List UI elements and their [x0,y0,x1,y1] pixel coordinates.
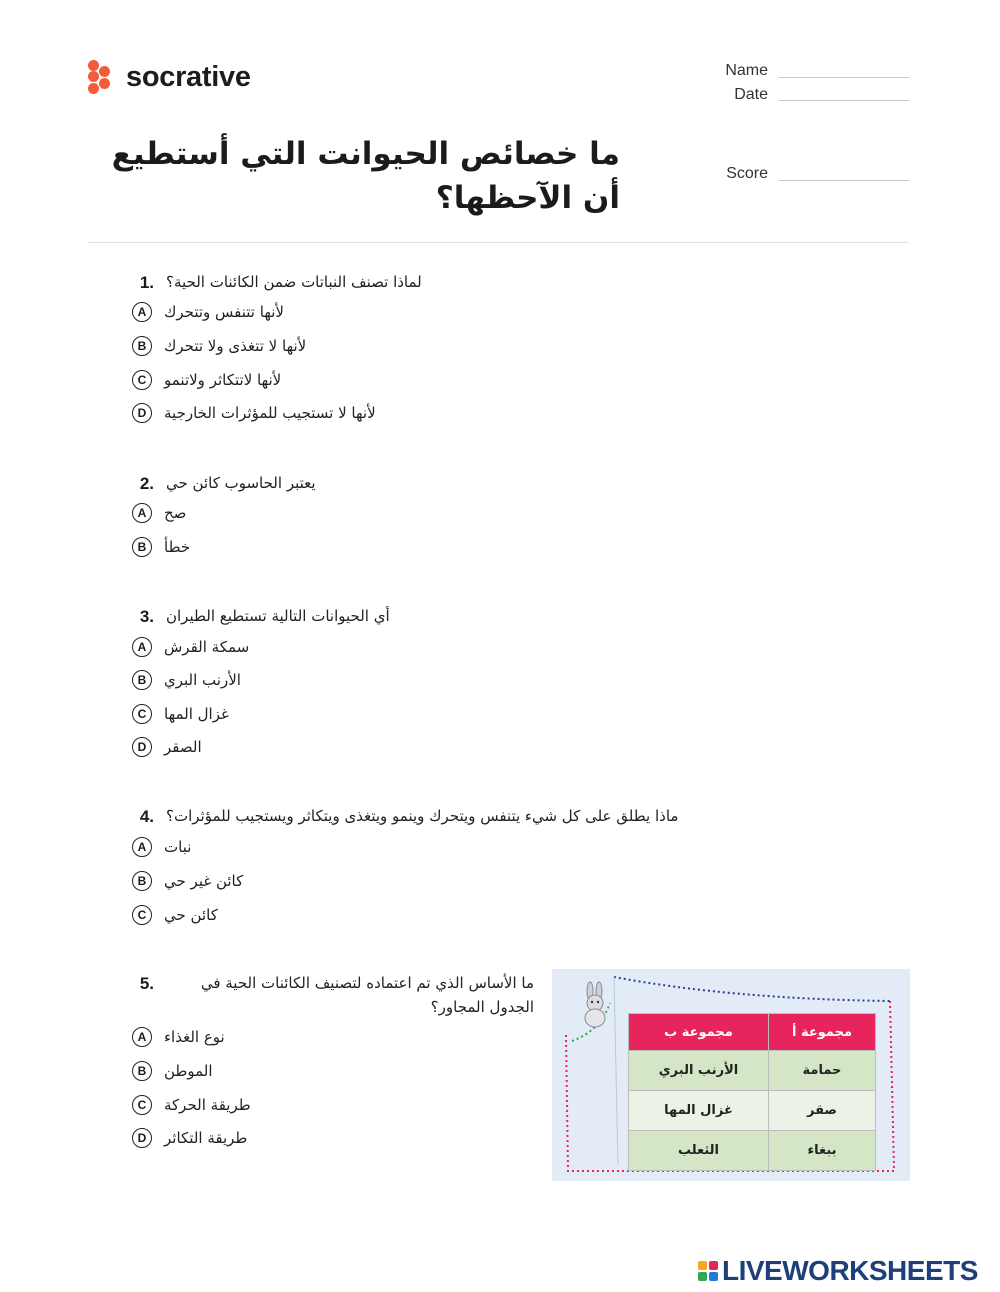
question-text: يعتبر الحاسوب كائن حي [166,474,316,492]
option-b[interactable] [132,334,306,358]
column-header: مجموعة ب [629,1014,769,1051]
question-text: ماذا يطلق على كل شيء يتنفس ويتحرك وينمو ويتغذى ويتكاثر ويستجيب للمؤثرات؟ [166,807,679,825]
option-letter: C [132,370,152,390]
score-field[interactable] [779,180,909,181]
option-text: الأرنب البري [164,671,241,689]
option-letter: C [132,1095,152,1115]
option-text: كائن غير حي [164,872,244,890]
option-c[interactable] [132,702,229,726]
option-text: لأنها تتنفس وتتحرك [164,303,284,321]
option-text: طريقة الحركة [164,1096,251,1114]
option-letter: A [132,837,152,857]
rabbit-icon [578,981,612,1029]
option-a[interactable] [132,1025,225,1049]
option-d[interactable] [132,401,376,425]
brand-name: socrative [126,60,251,93]
option-a[interactable] [132,300,284,324]
liveworksheets-logo [698,1255,978,1287]
table-cell: صقر [768,1091,875,1131]
table-cell: ببغاء [768,1131,875,1171]
option-text: نبات [164,838,192,856]
classification-table [628,1013,876,1171]
table-row [629,1131,876,1171]
option-letter: B [132,336,152,356]
header-divider [88,242,909,243]
name-field[interactable] [779,77,909,78]
table-row [629,1091,876,1131]
option-text: لأنها لا تستجيب للمؤثرات الخارجية [164,404,376,422]
option-c[interactable] [132,903,218,927]
date-field[interactable] [779,100,909,101]
option-text: خطأ [164,538,191,556]
table-cell: الثعلب [629,1131,769,1171]
option-text: الصقر [164,738,202,756]
option-a[interactable] [132,501,186,525]
option-letter: B [132,537,152,557]
question-number: 3. [139,607,154,626]
option-text: سمكة القرش [164,638,250,656]
option-b[interactable] [132,869,243,893]
option-text: غزال المها [164,705,229,723]
option-text: لأنها لا تتغذى ولا تتحرك [164,337,307,355]
question-number: 4. [139,807,154,826]
option-text: كائن حي [164,906,218,924]
table-header-row [629,1014,876,1051]
option-a[interactable] [132,835,191,859]
option-b[interactable] [132,668,241,692]
option-letter: A [132,503,152,523]
option-letter: A [132,1027,152,1047]
date-label: Date [734,86,768,103]
option-d[interactable] [132,1126,247,1150]
table-cell: غزال المها [629,1091,769,1131]
option-text: لأنها لاتتكاثر ولاتنمو [164,371,282,389]
option-letter: A [132,637,152,657]
option-a[interactable] [132,635,249,659]
table-cell: حمامة [768,1051,875,1091]
option-letter: C [132,905,152,925]
table-cell: الأرنب البري [629,1051,769,1091]
question-number: 1. [139,273,154,292]
question-text-line2: الجدول المجاور؟ [430,998,534,1016]
question-number: 2. [139,474,154,493]
classification-table-image [552,969,910,1181]
option-c[interactable] [132,368,281,392]
question-text-line1: ما الأساس الذي تم اعتماده لتصنيف الكائنات الحية في [200,974,534,992]
option-letter: B [132,871,152,891]
liveworksheets-logo-icon [698,1261,718,1281]
socrative-logo [88,58,251,96]
option-d[interactable] [132,735,202,759]
option-b[interactable] [132,1059,213,1083]
column-header: مجموعة أ [768,1014,875,1051]
question-text: لماذا تصنف النباتات ضمن الكائنات الحية؟ [166,273,422,291]
name-label: Name [725,62,768,79]
option-c[interactable] [132,1093,251,1117]
footer-brand: LIVEWORKSHEETS [722,1255,978,1286]
option-text: طريقة التكاثر [164,1129,248,1147]
option-letter: D [132,737,152,757]
option-text: صح [164,504,187,522]
option-letter: B [132,1061,152,1081]
option-letter: D [132,1128,152,1148]
option-letter: D [132,403,152,423]
question-number: 5. [139,974,154,993]
socrative-logo-icon [88,58,118,96]
option-text: نوع الغذاء [164,1028,225,1046]
score-label: Score [726,165,768,182]
option-letter: B [132,670,152,690]
option-letter: C [132,704,152,724]
question-text: أي الحيوانات التالية تستطيع الطيران [166,607,390,625]
option-letter: A [132,302,152,322]
option-b[interactable] [132,535,190,559]
table-row [629,1051,876,1091]
option-text: الموطن [164,1062,213,1080]
page-title: ما خصائص الحيوانت التي أستطيع أن الآحظها؟ [111,136,620,216]
